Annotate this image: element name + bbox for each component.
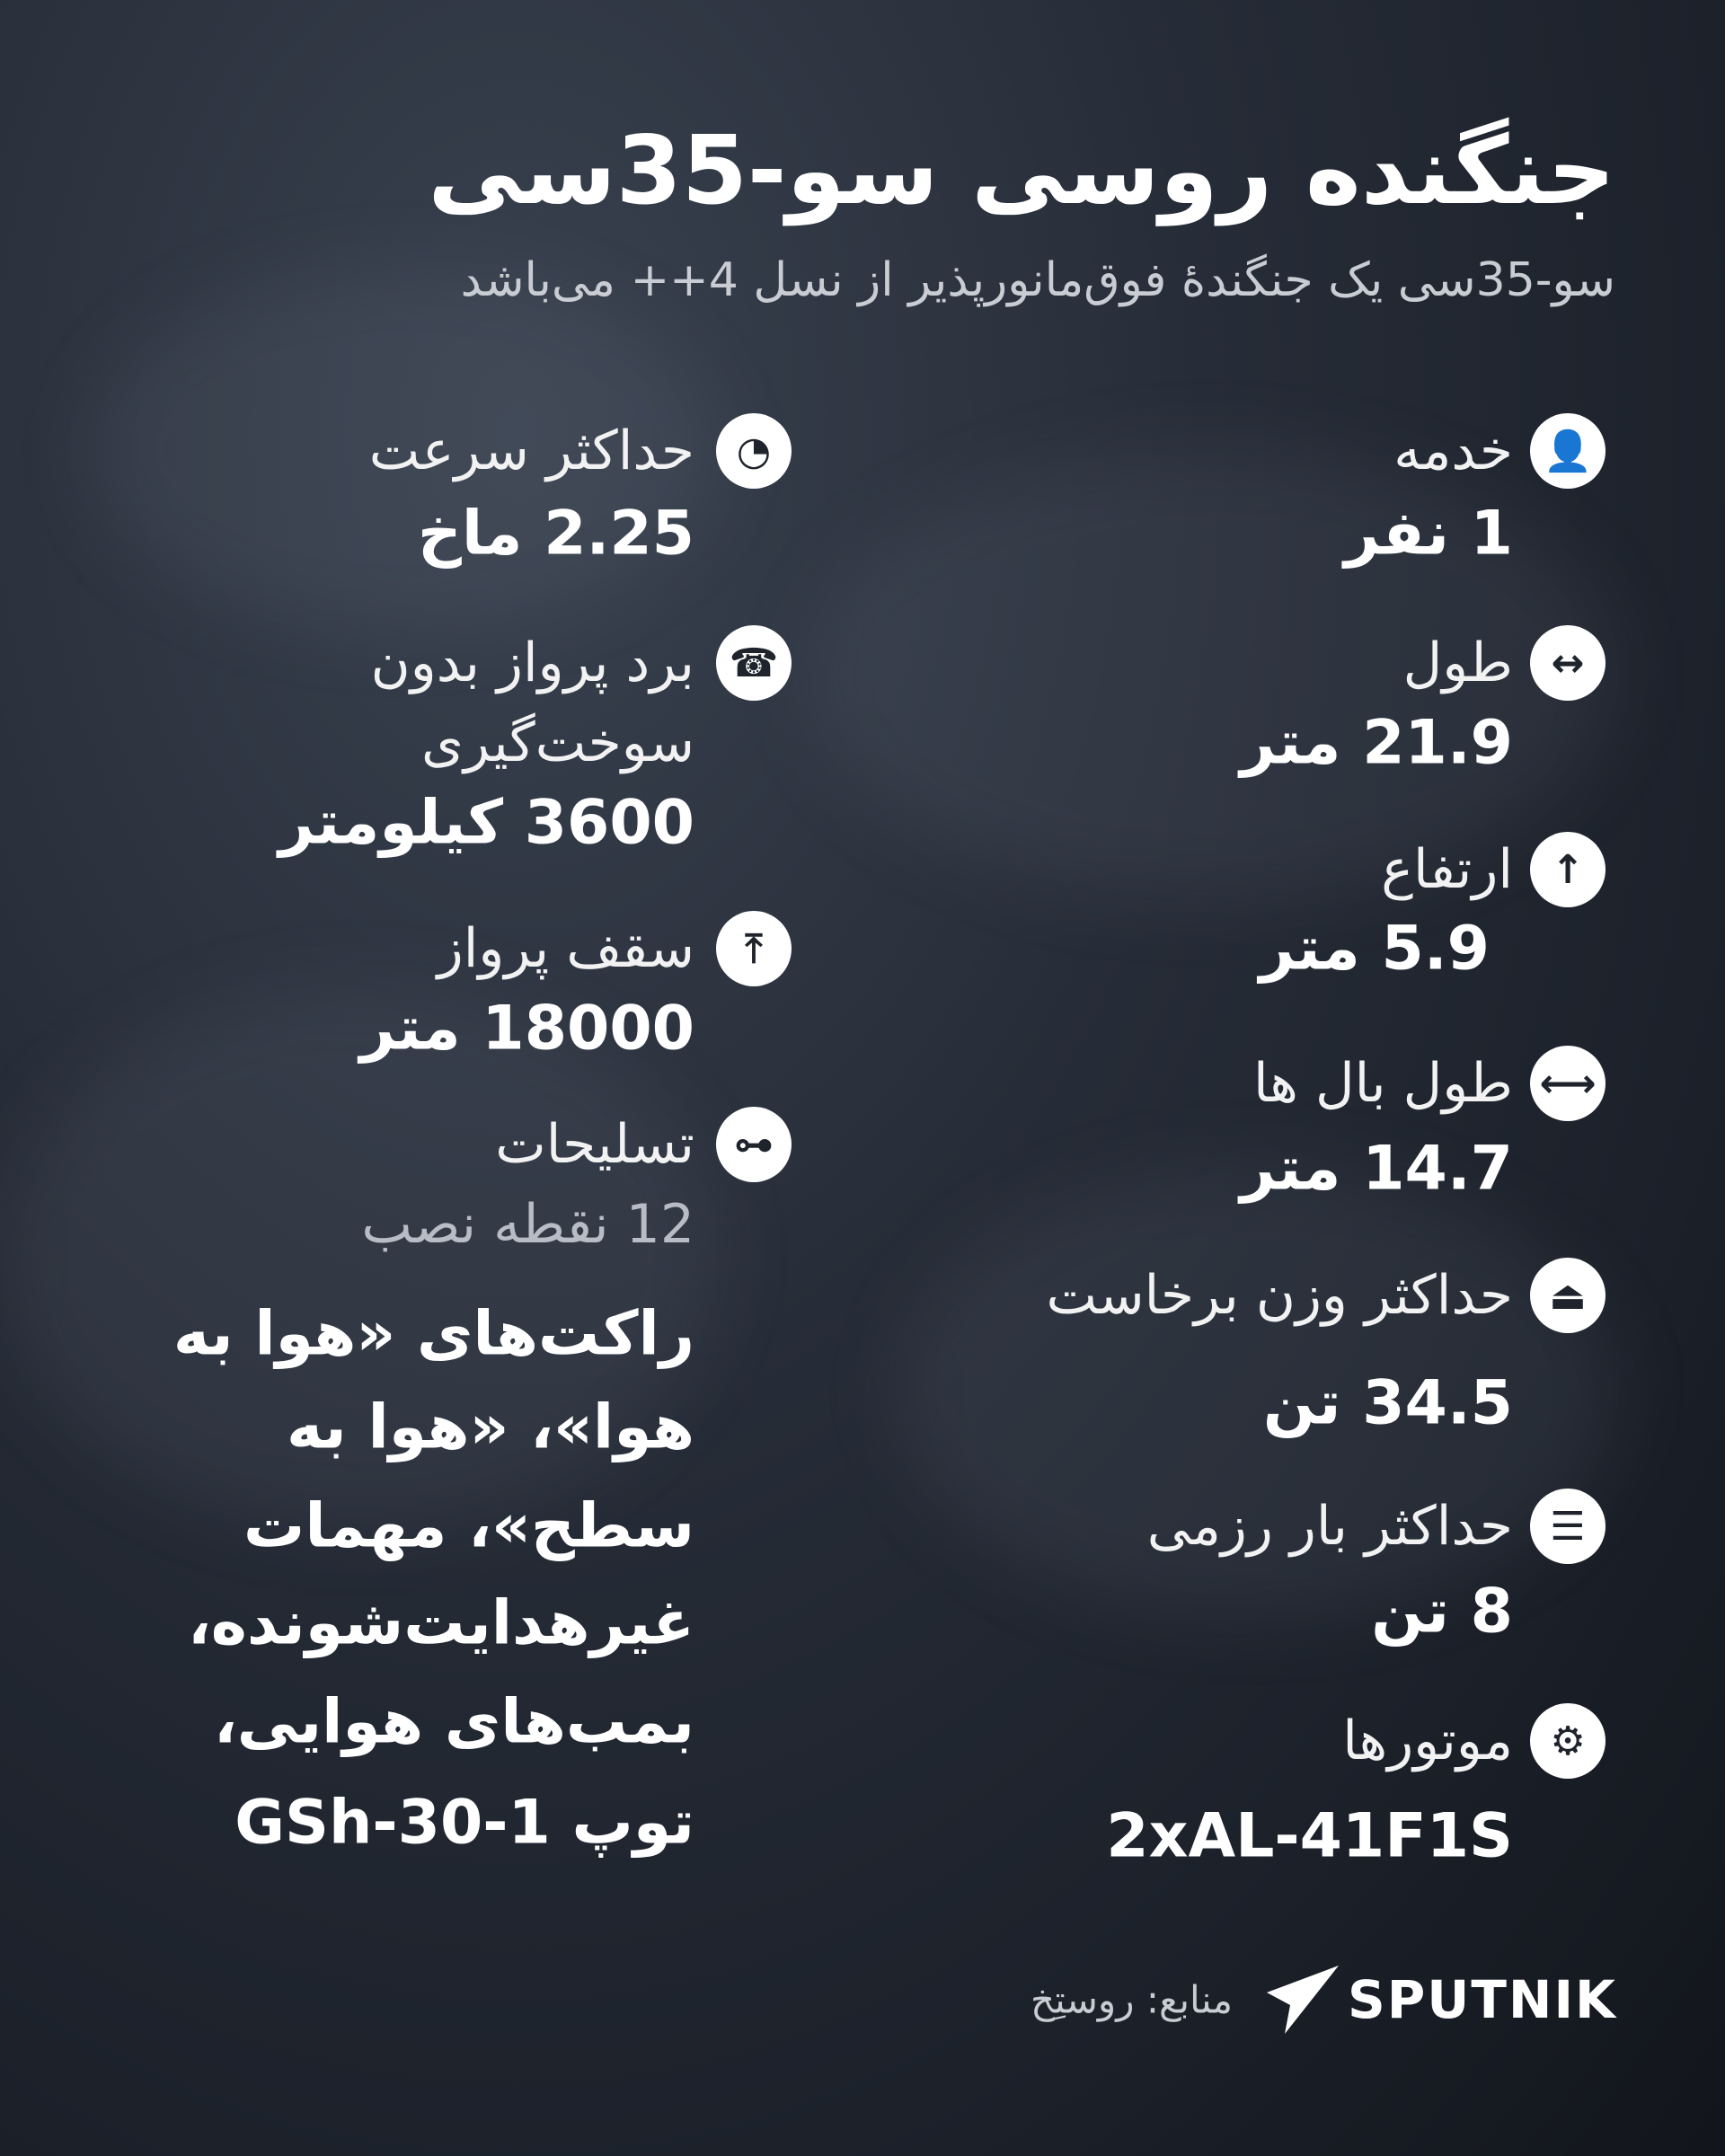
horizontal-arrows-icon: ↔ <box>1530 625 1606 701</box>
page-subtitle: سو-35سی یک جنگندۀ فوق‌مانورپذیر از نسل 4++ می‌باشد <box>460 253 1615 307</box>
payload-icon: ☰ <box>1530 1489 1606 1564</box>
max-takeoff-label: حداکثر وزن برخاست <box>1046 1264 1513 1327</box>
armament-line: غیرهدایت‌شونده، <box>187 1587 694 1659</box>
engines-value: 2xAL-41F1S <box>1106 1800 1513 1872</box>
person-icon: 👤 <box>1530 413 1606 489</box>
source-text: منابع: روستِخ <box>1030 1977 1233 2022</box>
ceiling-icon: ⤒ <box>716 911 792 986</box>
range-label-line1: برد پرواز بدون <box>370 632 694 694</box>
armament-label: تسلیحات <box>495 1113 694 1176</box>
wingspan-label: طول بال ها <box>1253 1052 1513 1115</box>
wingspan-value: 14.7 متر <box>1240 1133 1513 1205</box>
armament-line: هوا»، «هوا به <box>287 1392 694 1463</box>
armament-line: بمب‌های هوایی، <box>213 1686 694 1758</box>
armament-line: توپ GSh-30-1 <box>234 1787 694 1859</box>
length-label: طول <box>1402 632 1513 694</box>
range-value: 3600 کیلومتر <box>279 787 694 859</box>
speed-label: حداکثر سرعت <box>368 420 694 482</box>
height-value: 5.9 متر <box>1259 913 1490 985</box>
gear-icon: ⚙ <box>1530 1703 1606 1779</box>
range-label-line2: سوخت‌گیری <box>420 711 694 774</box>
weight-icon: ⏏ <box>1530 1258 1606 1333</box>
range-icon: ☎ <box>716 625 792 701</box>
up-arrow-icon: ↑ <box>1530 832 1606 907</box>
speed-value: 2.25 ماخ <box>417 498 694 570</box>
speedometer-icon: ◔ <box>716 413 792 489</box>
crew-value: 1 نفر <box>1344 498 1513 570</box>
sputnik-arrow-icon <box>1267 1966 1339 2034</box>
sputnik-logo <box>1267 1966 1617 2034</box>
hardpoints-text: 12 نقطه نصب <box>361 1193 694 1256</box>
wingspan-icon: ⟷ <box>1530 1046 1606 1121</box>
ceiling-label: سقف پرواز <box>437 917 694 980</box>
length-value: 21.9 متر <box>1240 707 1513 779</box>
armament-line: راکت‌های «هوا به <box>172 1298 694 1370</box>
armament-line: سطح»، مهمات <box>243 1490 694 1562</box>
ceiling-value: 18000 متر <box>359 993 694 1065</box>
crew-label: خدمه <box>1393 420 1513 482</box>
weapon-icon: ⊶ <box>716 1107 792 1182</box>
height-label: ارتفاع <box>1381 838 1513 901</box>
page-title: جنگنده روسی سو-35سی <box>428 116 1615 225</box>
brand-name: SPUTNIK <box>1347 1969 1617 2030</box>
max-payload-value: 8 تن <box>1371 1576 1513 1648</box>
engines-label: موتورها <box>1342 1710 1513 1772</box>
max-takeoff-value: 34.5 تن <box>1262 1367 1513 1439</box>
max-payload-label: حداکثر بار رزمی <box>1146 1495 1513 1558</box>
